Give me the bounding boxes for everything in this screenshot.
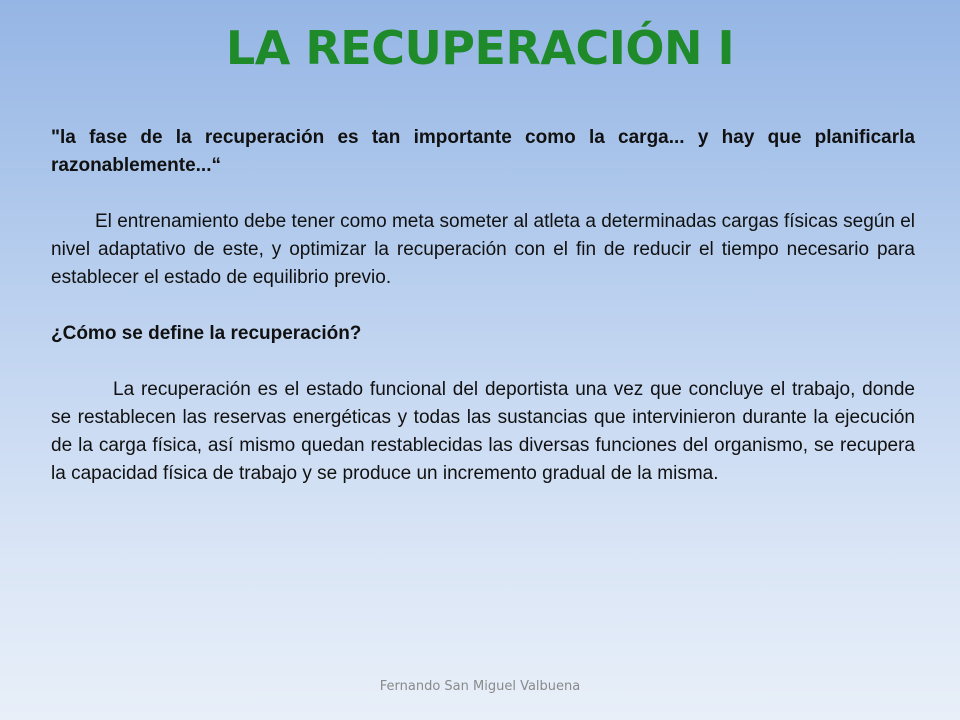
question-heading: ¿Cómo se define la recuperación?	[51, 323, 362, 344]
paragraph-entrenamiento: El entrenamiento debe tener como meta someter al atleta a determinadas cargas físicas según el nivel adaptativo de este, y optimizar la recuperación con el fin de reducir el tiempo necesario para establecer el estado de equilibrio previo.	[51, 211, 915, 288]
quote-text: "la fase de la recuperación es tan importante como la carga... y hay que planificarla razonablemente...“	[51, 127, 915, 176]
slide-title: LA RECUPERACIÓN I	[225, 21, 735, 75]
paragraph-definicion: La recuperación es el estado funcional del deportista una vez que concluye el trabajo, donde se restablecen las reservas energéticas y todas las sustancias que intervinieron durante la ejecución de la carga física, así mismo quedan restablecidas las diversas funciones del organismo, se recupera la capacidad física de trabajo y se produce un incremento gradual de la misma.	[51, 379, 915, 484]
slide-body	[51, 124, 915, 488]
footer-author: Fernando San Miguel Valbuena	[379, 679, 581, 694]
